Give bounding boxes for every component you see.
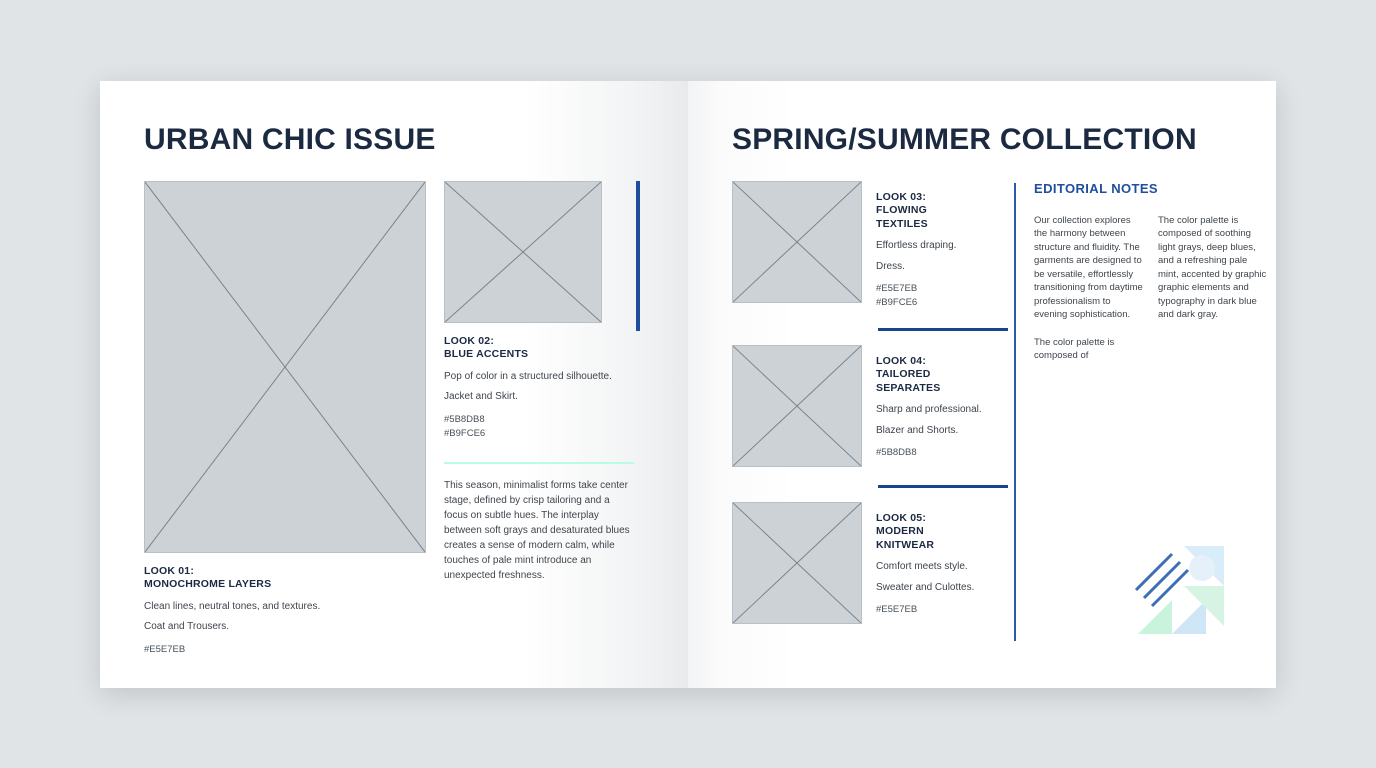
look-02-description: Pop of color in a structured silhouette. — [444, 370, 612, 382]
left-body-paragraph: This season, minimalist forms take center stage, defined by crisp tailoring and a focus on subtle hues. The interplay between soft grays and desaturated blues creates a sense of modern calm, while touches of pale mint introduce an unexpected freshness. — [444, 480, 630, 582]
blue-accent-bar — [636, 181, 640, 331]
look-03-swatch-codes — [876, 282, 996, 310]
look-02-swatch-2: #B9FCE6 — [444, 427, 486, 439]
look-04-swatch-codes — [876, 446, 996, 460]
look-04-meta — [876, 345, 996, 467]
caption-label-look-04 — [876, 355, 996, 395]
image-placeholder-look-03 — [732, 181, 862, 303]
look-05-label-line-3: KNITWEAR — [876, 538, 935, 551]
look-01-description: Clean lines, neutral tones, and textures. — [144, 600, 321, 612]
look-04-description: Sharp and professional. — [876, 404, 982, 416]
notes-col1-paragraph-2: The color palette is composed of — [1034, 336, 1115, 362]
look-03-description: Effortless draping. — [876, 240, 957, 252]
look-04-garments: Blazer and Shorts. — [876, 424, 959, 436]
image-placeholder-look-05 — [732, 502, 862, 624]
image-placeholder-look-01 — [144, 181, 426, 553]
look-02-swatch-codes — [444, 413, 634, 441]
right-page — [688, 81, 1276, 688]
look-entry-04 — [732, 345, 996, 467]
look-01-swatch-code: #E5E7EB — [144, 643, 186, 655]
page-title-left: URBAN CHIC ISSUE — [144, 123, 436, 156]
look-05-label-line-2: MODERN — [876, 525, 924, 538]
magazine-spread — [100, 81, 1276, 688]
look-01-label-line-2: MONOCHROME LAYERS — [144, 578, 272, 591]
mint-divider — [444, 462, 634, 464]
hero-column — [144, 181, 426, 657]
look-05-swatch-codes — [876, 603, 996, 617]
caption-label-look-01 — [144, 565, 426, 592]
look-divider-2 — [878, 485, 1008, 488]
look-04-swatch-1: #5B8DB8 — [876, 447, 917, 459]
left-page — [100, 81, 688, 688]
secondary-column — [444, 181, 634, 657]
look-05-garments: Sweater and Culottes. — [876, 581, 975, 593]
caption-label-look-02 — [444, 335, 634, 362]
look-03-label-line-1: LOOK 03: — [876, 191, 927, 203]
notes-columns — [1034, 214, 1268, 377]
look-05-label-line-1: LOOK 05: — [876, 511, 927, 524]
look-03-label-line-2: FLOWING — [876, 204, 927, 217]
look-04-label-line-1: LOOK 04: — [876, 354, 927, 367]
look-04-label-line-2: TAILORED — [876, 368, 931, 381]
left-content — [144, 181, 644, 657]
look-02-swatch-1: #5B8DB8 — [444, 413, 485, 425]
look-03-label-line-3: TEXTILES — [876, 217, 928, 230]
editorial-notes-heading: EDITORIAL NOTES — [1034, 181, 1158, 196]
caption-label-look-05 — [876, 512, 996, 552]
notes-col1-paragraph-1: Our collection explores the harmony between structure and fluidity. The garments are designed to be versatile, effortlessly transitioning from daytime professionalism to evening sophistication. — [1034, 215, 1143, 321]
decorative-graphic — [1128, 538, 1232, 642]
look-entry-05 — [732, 502, 996, 624]
look-03-swatch-2: #B9FCE6 — [876, 297, 918, 309]
look-01-label-line-1: LOOK 01: — [144, 565, 195, 577]
notes-col2-paragraph-1: The color palette is composed of soothing light grays, deep blues, and a refreshing pale mint, accented by graphic graphic elements and typography in dark blue and dark gray. — [1158, 215, 1267, 321]
look-01-garments: Coat and Trousers. — [144, 621, 230, 633]
look-03-swatch-1: #E5E7EB — [876, 283, 918, 295]
page-title-right: SPRING/SUMMER COLLECTION — [732, 123, 1197, 156]
looks-column — [732, 181, 996, 642]
caption-label-look-03 — [876, 191, 996, 231]
look-03-meta — [876, 181, 996, 310]
look-02-label-line-1: LOOK 02: — [444, 335, 495, 347]
notes-column-1 — [1034, 214, 1144, 377]
look-entry-03 — [732, 181, 996, 310]
look-05-meta — [876, 502, 996, 624]
notes-vertical-divider — [1014, 183, 1016, 641]
look-05-description: Comfort meets style. — [876, 561, 968, 573]
look-02-label-line-2: BLUE ACCENTS — [444, 348, 529, 361]
look-05-swatch-1: #E5E7EB — [876, 604, 918, 616]
image-placeholder-look-04 — [732, 345, 862, 467]
look-03-garments: Dress. — [876, 260, 905, 272]
look-divider-1 — [878, 328, 1008, 331]
image-placeholder-look-02 — [444, 181, 602, 323]
notes-column-2 — [1158, 214, 1268, 377]
look-02-garments: Jacket and Skirt. — [444, 391, 518, 403]
look-04-label-line-3: SEPARATES — [876, 381, 941, 394]
